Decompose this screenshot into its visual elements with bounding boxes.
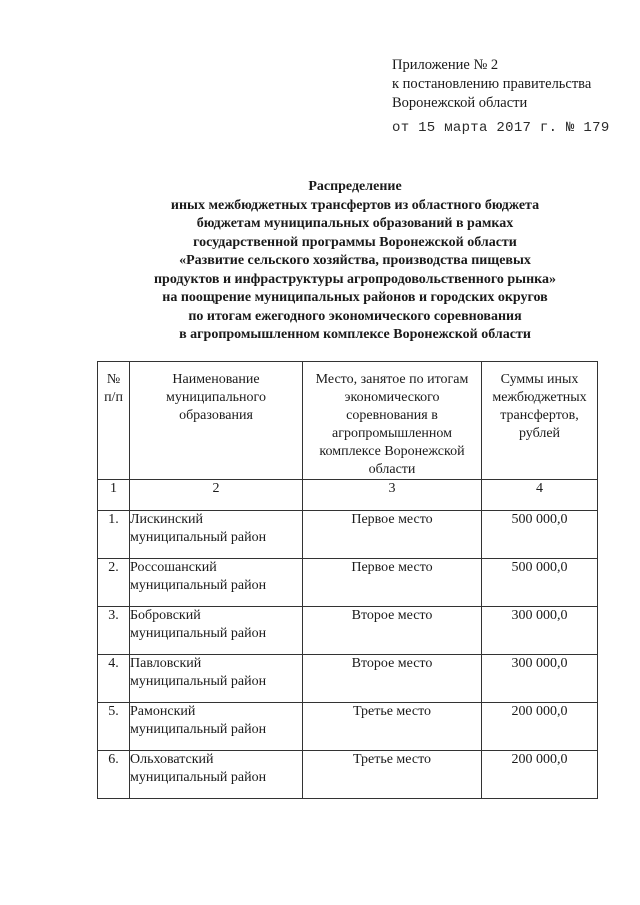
place-cell: Первое место bbox=[303, 511, 482, 559]
row-number: 3. bbox=[98, 607, 130, 655]
row-number: 4. bbox=[98, 655, 130, 703]
table-row bbox=[98, 703, 598, 751]
date-stamp: от 15 марта 2017 г. № 179 bbox=[392, 120, 610, 136]
table-row bbox=[98, 607, 598, 655]
row-number: 1. bbox=[98, 511, 130, 559]
title-line: «Развитие сельского хозяйства, производства пищевых bbox=[179, 253, 531, 268]
place-cell: Первое место bbox=[303, 559, 482, 607]
table-row bbox=[98, 559, 598, 607]
title-line: государственной программы Воронежской области bbox=[193, 234, 517, 250]
title-line: иных межбюджетных трансфертов из областного бюджета bbox=[170, 197, 540, 213]
column-index: 3 bbox=[303, 480, 482, 511]
column-index-row bbox=[98, 480, 598, 511]
municipality-name: Павловский муниципальный район bbox=[130, 655, 303, 703]
row-number: 5. bbox=[98, 703, 130, 751]
title-line: Распределение bbox=[308, 179, 402, 194]
amount-cell: 500 000,0 bbox=[482, 559, 598, 607]
column-index: 1 bbox=[98, 480, 130, 511]
header-amount: Суммы иных межбюджетных трансфертов, рублей bbox=[482, 362, 598, 480]
table-header-row bbox=[98, 362, 598, 480]
title-line: на поощрение муниципальных районов и городских округов bbox=[162, 290, 548, 305]
amount-cell: 200 000,0 bbox=[482, 703, 598, 751]
place-cell: Третье место bbox=[303, 751, 482, 799]
municipality-name: Бобровский муниципальный район bbox=[130, 607, 303, 655]
title-line: по итогам ежегодного экономического соревнования bbox=[188, 308, 522, 324]
municipality-name: Ольховатский муниципальный район bbox=[130, 751, 303, 799]
header-number: № п/п bbox=[98, 362, 130, 480]
header-place: Место, занятое по итогам экономического соревнования в агропромышленном комплексе Воронежской области bbox=[303, 362, 482, 480]
appendix-region: Воронежской области bbox=[392, 95, 528, 111]
municipality-name: Россошанский муниципальный район bbox=[130, 559, 303, 607]
amount-cell: 200 000,0 bbox=[482, 751, 598, 799]
place-cell: Третье место bbox=[303, 703, 482, 751]
row-number: 6. bbox=[98, 751, 130, 799]
header-name: Наименование муниципального образования bbox=[130, 362, 303, 480]
amount-cell: 500 000,0 bbox=[482, 511, 598, 559]
title-line: в агропромышленном комплексе Воронежской области bbox=[179, 327, 531, 342]
place-cell: Второе место bbox=[303, 655, 482, 703]
table-row bbox=[98, 655, 598, 703]
title-line: бюджетам муниципальных образований в рамках bbox=[196, 216, 514, 231]
table-row bbox=[98, 751, 598, 799]
column-index: 4 bbox=[482, 480, 598, 511]
row-number: 2. bbox=[98, 559, 130, 607]
title-line: продуктов и инфраструктуры агропродовольственного рынка» bbox=[153, 271, 557, 287]
column-index: 2 bbox=[130, 480, 303, 511]
appendix-title: Приложение № 2 bbox=[392, 57, 499, 73]
amount-cell: 300 000,0 bbox=[482, 655, 598, 703]
place-cell: Второе место bbox=[303, 607, 482, 655]
municipality-name: Рамонский муниципальный район bbox=[130, 703, 303, 751]
amount-cell: 300 000,0 bbox=[482, 607, 598, 655]
municipality-name: Лискинский муниципальный район bbox=[130, 511, 303, 559]
document-title bbox=[90, 178, 620, 345]
table-row bbox=[98, 511, 598, 559]
distribution-table bbox=[97, 361, 598, 799]
appendix-block bbox=[392, 56, 610, 138]
appendix-reference: к постановлению правительства bbox=[392, 76, 592, 92]
